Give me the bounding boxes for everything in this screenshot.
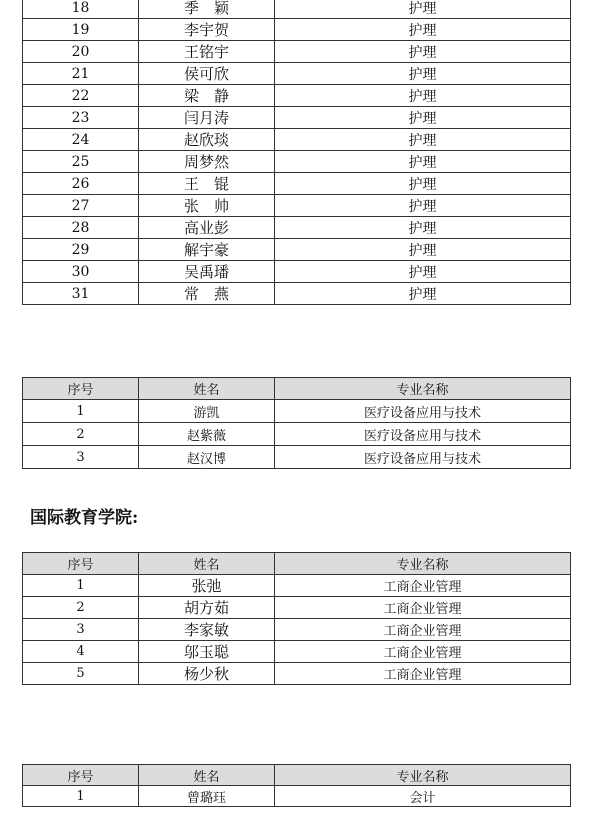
cell-no: 31 [23,283,139,305]
cell-name: 闫月涛 [139,107,275,129]
medical-equipment-roster-table [22,377,571,469]
table-row [23,107,571,129]
table-row [23,400,571,423]
header-major: 专业名称 [275,553,571,575]
cell-no: 25 [23,151,139,173]
table-row [23,261,571,283]
cell-name: 梁 静 [139,85,275,107]
cell-major: 护理 [275,173,571,195]
cell-name: 赵欣琰 [139,129,275,151]
cell-major: 工商企业管理 [275,619,571,641]
cell-name: 吴禹璠 [139,261,275,283]
cell-no: 5 [23,663,139,685]
cell-no: 3 [23,446,139,469]
cell-major: 护理 [275,85,571,107]
cell-major: 工商企业管理 [275,641,571,663]
cell-major: 医疗设备应用与技术 [275,446,571,469]
table-row [23,173,571,195]
cell-no: 28 [23,217,139,239]
cell-name: 常 燕 [139,283,275,305]
cell-no: 1 [23,400,139,423]
cell-no: 3 [23,619,139,641]
cell-no: 30 [23,261,139,283]
cell-major: 护理 [275,41,571,63]
header-major: 专业名称 [275,765,571,786]
table-header-row [23,765,571,786]
cell-name: 邬玉聪 [139,641,275,663]
cell-major: 护理 [275,107,571,129]
cell-major: 护理 [275,195,571,217]
accounting-roster-body [23,786,571,807]
cell-major: 护理 [275,0,571,19]
cell-no: 23 [23,107,139,129]
cell-major: 护理 [275,217,571,239]
table-row [23,423,571,446]
cell-no: 22 [23,85,139,107]
table-row [23,786,571,807]
cell-name: 杨少秋 [139,663,275,685]
international-education-roster-table [22,552,571,685]
accounting-roster-table [22,764,571,807]
nursing-roster-body [23,0,571,305]
table-row [23,195,571,217]
cell-major: 会计 [275,786,571,807]
cell-no: 24 [23,129,139,151]
cell-no: 21 [23,63,139,85]
table-row [23,641,571,663]
cell-no: 2 [23,423,139,446]
cell-name: 游凯 [139,400,275,423]
cell-major: 医疗设备应用与技术 [275,423,571,446]
cell-major: 护理 [275,19,571,41]
header-major: 专业名称 [275,378,571,400]
header-no: 序号 [23,378,139,400]
cell-name: 解宇豪 [139,239,275,261]
cell-major: 护理 [275,261,571,283]
cell-no: 18 [23,0,139,19]
table-row [23,283,571,305]
cell-major: 护理 [275,63,571,85]
cell-name: 曾璐珏 [139,786,275,807]
cell-name: 高业彭 [139,217,275,239]
cell-no: 2 [23,597,139,619]
table-header-row [23,378,571,400]
table-row [23,663,571,685]
cell-no: 1 [23,786,139,807]
table-row [23,19,571,41]
cell-no: 27 [23,195,139,217]
cell-name: 王 锟 [139,173,275,195]
table-row [23,575,571,597]
cell-major: 护理 [275,283,571,305]
header-name: 姓名 [139,765,275,786]
table-row [23,239,571,261]
cell-no: 19 [23,19,139,41]
section-title: 国际教育学院: [30,508,139,528]
table-row [23,446,571,469]
cell-no: 4 [23,641,139,663]
cell-name: 李宇贺 [139,19,275,41]
cell-no: 1 [23,575,139,597]
cell-major: 护理 [275,151,571,173]
cell-major: 医疗设备应用与技术 [275,400,571,423]
header-name: 姓名 [139,378,275,400]
header-no: 序号 [23,765,139,786]
table-row [23,597,571,619]
table-row [23,63,571,85]
table-row [23,85,571,107]
cell-name: 张 帅 [139,195,275,217]
cell-name: 赵紫薇 [139,423,275,446]
header-name: 姓名 [139,553,275,575]
table-row [23,129,571,151]
cell-major: 工商企业管理 [275,663,571,685]
medical-equipment-roster-body [23,400,571,469]
nursing-roster-table [22,0,571,305]
table-row [23,217,571,239]
cell-no: 20 [23,41,139,63]
cell-major: 工商企业管理 [275,597,571,619]
table-header-row [23,553,571,575]
cell-name: 季 颖 [139,0,275,19]
header-no: 序号 [23,553,139,575]
international-education-roster-body [23,575,571,685]
table-row [23,41,571,63]
cell-name: 王铭宇 [139,41,275,63]
cell-name: 周梦然 [139,151,275,173]
table-row [23,151,571,173]
cell-name: 胡方茹 [139,597,275,619]
cell-no: 26 [23,173,139,195]
cell-major: 工商企业管理 [275,575,571,597]
cell-name: 李家敏 [139,619,275,641]
cell-major: 护理 [275,129,571,151]
cell-major: 护理 [275,239,571,261]
cell-name: 侯可欣 [139,63,275,85]
table-row [23,0,571,19]
cell-no: 29 [23,239,139,261]
cell-name: 张弛 [139,575,275,597]
table-row [23,619,571,641]
cell-name: 赵汉博 [139,446,275,469]
